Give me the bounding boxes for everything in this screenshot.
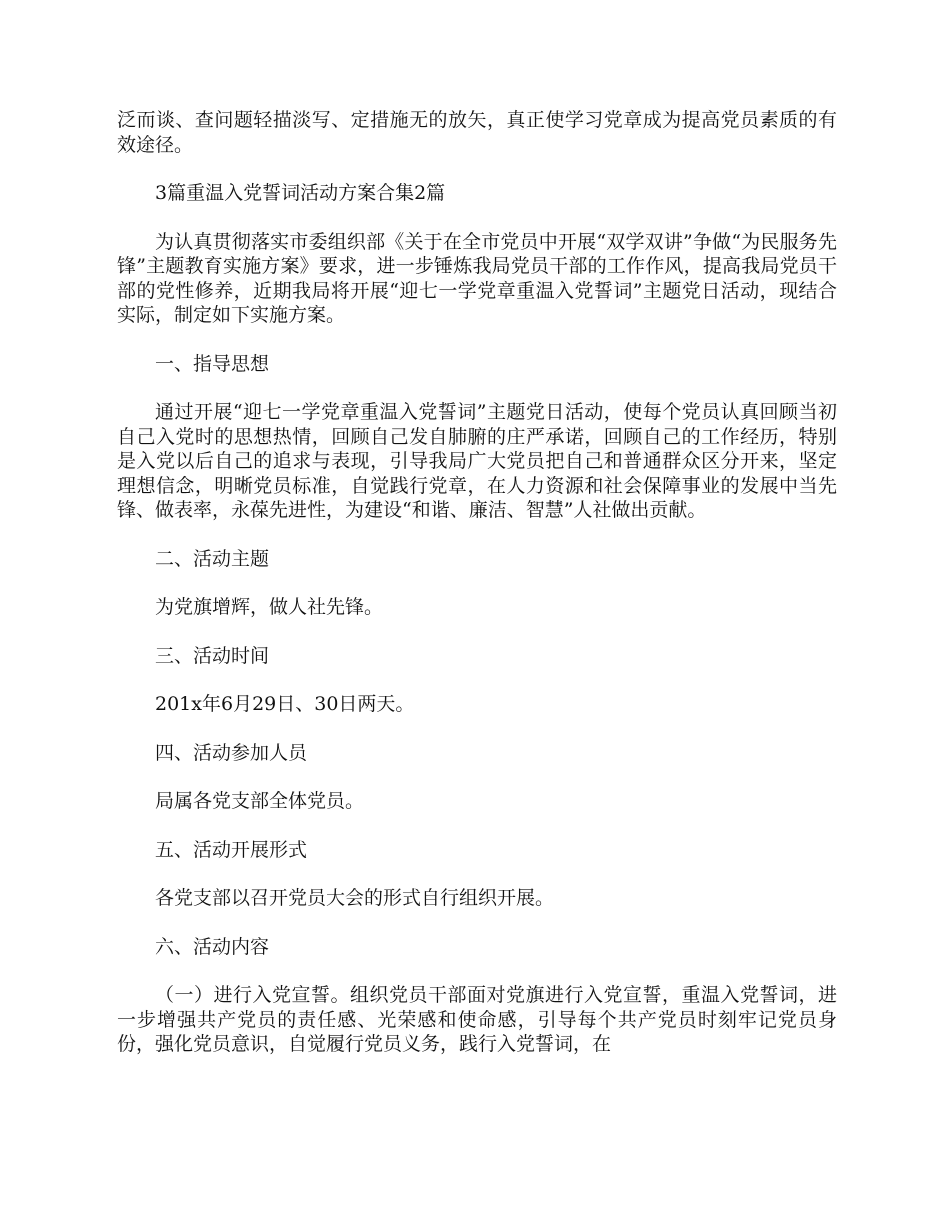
paragraph-participants: 局属各党支部全体党员。 [155,790,365,812]
section-heading-guiding-thought: 一、指导思想 [155,352,270,375]
section-heading-content: 六、活动内容 [155,935,270,958]
paragraph-time: 201x年6月29日、30日两天。 [155,693,415,715]
document-body [117,108,837,1057]
paragraph-guiding-thought: 通过开展“迎七一学党章重温入党誓词”主题党日活动，使每个党员认真回顾当初自己入党时的思想热情，回顾自己发自肺腑的庄严承诺，回顾自己的工作经历，特别是入党以后自己的追求与表现，引导我局广大党员把自己和普通群众区分开来，坚定理想信念，明晰党员标准，自觉践行党章，在人力资源和社会保障事业的发展中当先锋、做表率，永葆先进性，为建设“和谐、廉洁、智慧”人社做出贡献。 [117,401,837,521]
section-heading-time: 三、活动时间 [155,644,270,667]
paragraph-intro: 为认真贯彻落实市委组织部《关于在全市党员中开展“双学双讲”争做“为民服务先锋”主题教育实施方案》要求，进一步锤炼我局党员干部的工作作风，提高我局党员干部的党性修养，近期我局将开展“迎七一学党章重温入党誓词”主题党日活动，现结合实际，制定如下实施方案。 [117,230,837,326]
section-heading-format: 五、活动开展形式 [155,838,308,861]
paragraph-theme: 为党旗增辉，做人社先锋。 [155,596,384,618]
paragraph-format: 各党支部以召开党员大会的形式自行组织开展。 [155,887,555,909]
section-heading-theme: 二、活动主题 [155,547,270,570]
paragraph-continuation: 泛而谈、查问题轻描淡写、定措施无的放矢，真正使学习党章成为提高党员素质的有效途径。 [117,109,837,156]
paragraph-content-oath: （一）进行入党宣誓。组织党员干部面对党旗进行入党宣誓，重温入党誓词，进一步增强共产党员的责任感、光荣感和使命感，引导每个共产党员时刻牢记党员身份，强化党员意识，自觉履行党员义务，践行入党誓词，在 [117,984,837,1055]
section-heading-participants: 四、活动参加人员 [155,741,308,764]
document-title: 3篇重温入党誓词活动方案合集2篇 [155,182,446,204]
